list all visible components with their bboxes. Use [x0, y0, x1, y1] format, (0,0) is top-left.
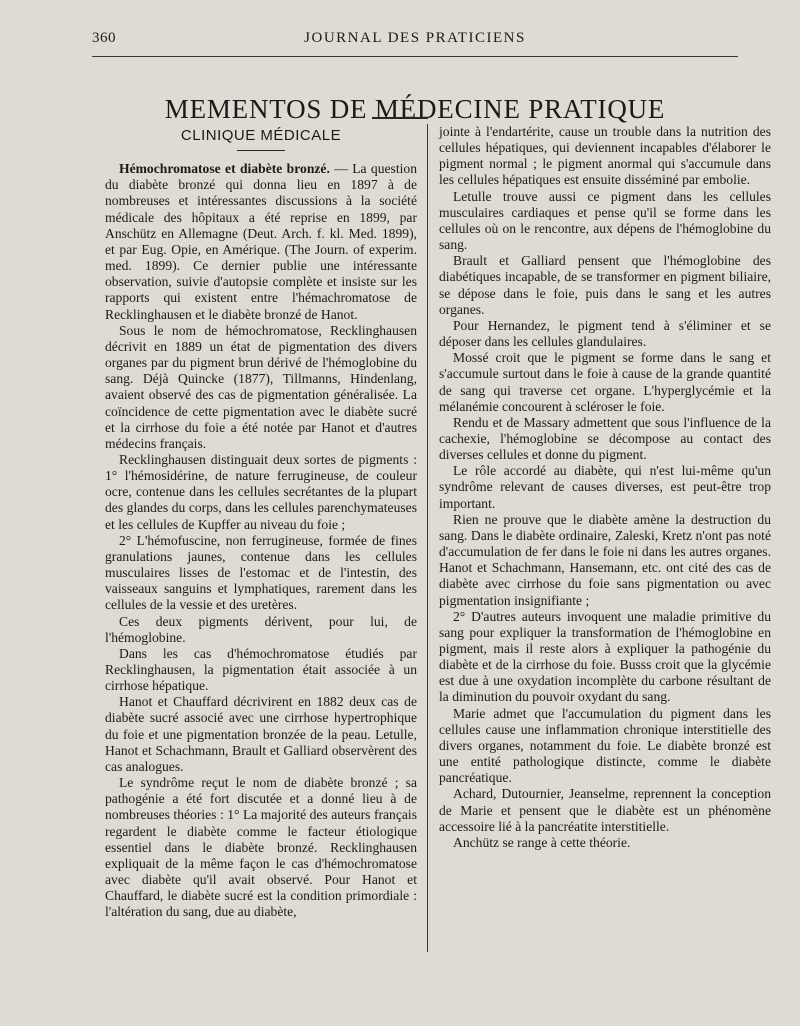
paragraph: 2° D'autres auteurs invoquent une maladie primitive du sang pour expliquer la transformation de l'hémoglobine en pigment, mais il reste alors à expliquer la pathogénie du diabète et de la cirrhose du foie. Busss croit que la glycémie est due à une oxydation incomplète du carbone résultant de la diminution du pouvoir oxydant du sang.: [439, 608, 771, 705]
section-rule: [237, 150, 285, 151]
journal-title: JOURNAL DES PRATICIENS: [304, 30, 526, 46]
paragraph: Mossé croit que le pigment se forme dans le sang et s'accumule surtout dans le foie à cause de la grande quantité de sang qui traverse cet organe. L'hyperglycémie et la mélanémie concourent à scléroser le foie.: [439, 350, 771, 414]
paragraph: Pour Hernandez, le pigment tend à s'éliminer et se déposer dans les cellules glandulaires.: [439, 317, 771, 350]
paragraph-text: — La question du diabète bronzé qui donna lieu en 1897 à de nombreuses et intéressantes discussions à la société médicale des hôpitaux a été reprise en 1899, par Anschütz en Allemagne (Deut. Arch. f. kl. Med. 1899), et par Eug. Opie, en Amérique. (The Journ. of experim. med. 1899). Ce dernier publie une intéressante observation, suivie d'autopsie complète et insiste sur les rapports qui existent entre l'hémachromatose de Recklinghausen et le diabète bronzé de Hanot.: [105, 161, 417, 322]
header-rule: [92, 56, 738, 57]
paragraph: Rien ne prouve que le diabète amène la destruction du sang. Dans le diabète ordinaire, Zaleski, Kretz n'ont pas noté d'accumulation de fer dans le foie ni dans les autres organes. Hanot et Schachmann, Hansemann, etc. ont cité des cas de diabète avec cirrhose du foie sans pigmentation ou avec pigmentation insignifiante ;: [439, 511, 771, 608]
paragraph: Recklinghausen distinguait deux sortes de pigments : 1° l'hémosidérine, de nature ferrugineuse, de couleur ocre, contenue dans les cellules secrétantes de la plupart des glandes du corps, dans les cellules parenchymateuses et les cellules de Kupffer au niveau du foie ;: [105, 451, 417, 532]
page-number: 360: [92, 30, 116, 46]
paragraph: Rendu et de Massary admettent que sous l'influence de la cachexie, l'hémoglobine se décompose au contact des diverses cellules et donne du pigment.: [439, 414, 771, 463]
paragraph: Achard, Dutournier, Jeanselme, reprennent la conception de Marie et pensent que le diabète est un phénomène accessoire lié à la pancréatite interstitielle.: [439, 786, 771, 834]
right-column: [439, 124, 771, 851]
paragraph-lead: Hémochromatose et diabète bronzé.: [119, 161, 330, 177]
paragraph: Hanot et Chauffard décrivirent en 1882 deux cas de diabète sucré associé avec une cirrhose hypertrophique du foie et une pigmentation bronzée de la peau. Letulle, Hanot et Schachmann, Brault et Galliard observèrent des cas analogues.: [105, 694, 417, 774]
running-header: [92, 30, 738, 52]
paragraph: Dans les cas d'hémochromatose étudiés par Recklinghausen, la pigmentation était associée à un cirrhose hépatique.: [105, 645, 417, 694]
main-title: MEMENTOS DE MÉDECINE PRATIQUE: [164, 94, 666, 125]
paragraph: Marie admet que l'accumulation du pigment dans les cellules cause une inflammation chronique interstitielle des divers organes, notamment du foie. Le diabète bronzé est une entité pathologique distincte, comme le diabète pancréatique.: [439, 705, 771, 786]
paragraph: Le rôle accordé au diabète, qui n'est lui-même qu'un syndrôme relevant de causes diverses, est peut-être trop important.: [439, 463, 771, 511]
paragraph: Anchütz se range à cette théorie.: [453, 834, 631, 850]
paragraph: Sous le nom de hémochromatose, Recklinghausen décrivit en 1889 un état de pigmentation des divers organes par du pigment brun dérivé de l'hémoglobine du sang. Déjà Quincke (1877), Tillmanns, Hindenlang, avaient observé des cas de pigmentation généralisée. La coïncidence de cette pigmentation avec le diabète sucré et la cirrhose du foie a été notée par Hanot et d'autres médecins français.: [105, 322, 417, 451]
section-heading: CLINIQUE MÉDICALE: [180, 127, 342, 144]
paragraph: Ces deux pigments dérivent, pour lui, de l'hémoglobine.: [105, 613, 417, 645]
paragraph: [105, 161, 417, 323]
title-rule: [372, 117, 428, 119]
paragraph: Le syndrôme reçut le nom de diabète bronzé ; sa pathogénie a été fort discutée et a donné lieu à de nombreuses théories : 1° La majorité des auteurs français regardent le diabète comme le facteur étiologique essentiel dans le diabète bronzé. Recklinghausen expliquait de la même façon le cas d'hémochromatose avec diabète qu'il avait observé. Pour Hanot et Chauffard, le diabète sucré est la condition primordiale : l'altération du sang, due au diabète,: [105, 775, 417, 920]
left-column: [105, 124, 417, 921]
paragraph: jointe à l'endartérite, cause un trouble dans la nutrition des cellules hépatiques, qui deviennent incapables d'élaborer le pigment normal ; le pigment anormal qui s'accumule dans les cellules hépatiques est ensuite disséminé par embolie.: [439, 124, 771, 188]
column-divider: [427, 124, 428, 952]
paragraph: 2° L'hémofuscine, non ferrugineuse, formée de fines granulations jaunes, contenue dans les cellules musculaires lisses de l'estomac et de l'intestin, des vaisseaux sanguins et lymphatiques, rarement dans les cellules de la vessie et des uretères.: [105, 532, 417, 613]
paragraph: Brault et Galliard pensent que l'hémoglobine des diabétiques incapable, de se transformer en pigment biliaire, se dépose dans le foie, puis dans le sang et les autres organes.: [439, 253, 771, 317]
paragraph: Letulle trouve aussi ce pigment dans les cellules musculaires cardiaques et pense qu'il se forme dans les cellules où on le rencontre, aux dépens de l'hémoglobine du sang.: [439, 188, 771, 253]
